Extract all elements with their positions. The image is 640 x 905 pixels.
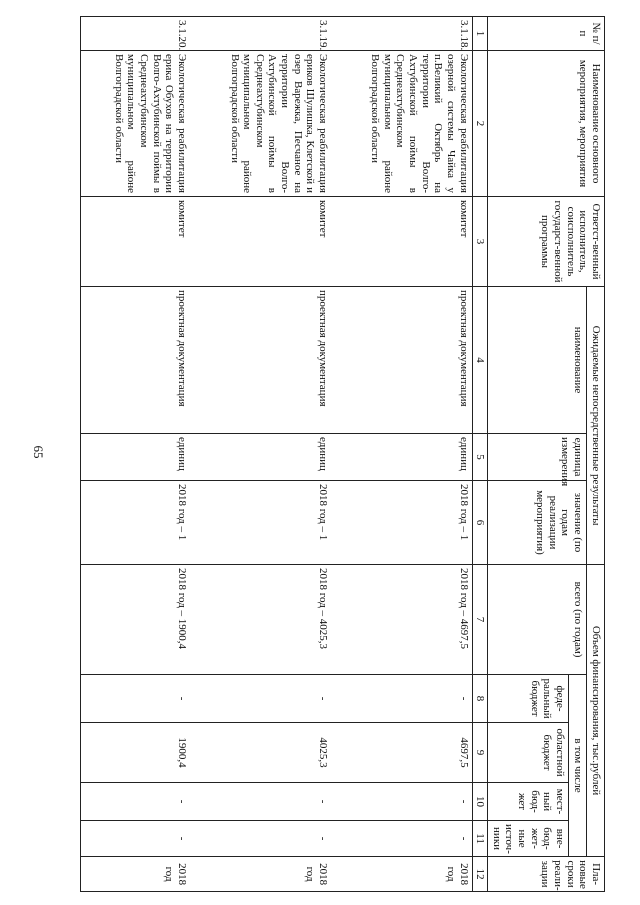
column-number: 12 xyxy=(472,857,488,892)
column-number: 1 xyxy=(472,17,488,51)
row-financing-total: 2018 год – 4025,3 xyxy=(190,565,331,675)
row-result-name: проектная документация xyxy=(331,287,472,434)
row-name: Экологическая реабилитация ерика Обухов на территории Волго-Ахтубинской поймы в Среднеахтубинском муниципальном районе Волгоградской области xyxy=(80,51,190,197)
column-number: 10 xyxy=(472,783,488,821)
row-executor: комитет xyxy=(190,197,331,287)
row-federal-budget: - xyxy=(80,675,190,723)
row-local-budget: - xyxy=(80,783,190,821)
table-row xyxy=(331,17,472,892)
row-federal-budget: - xyxy=(190,675,331,723)
row-result-value: 2018 год – 1 xyxy=(331,481,472,565)
column-number: 2 xyxy=(472,51,488,197)
header-expected-results: Ожидаемые непосредственные результаты xyxy=(587,287,605,565)
table-row xyxy=(190,17,331,892)
column-number: 11 xyxy=(472,821,488,857)
row-result-value: 2018 год – 1 xyxy=(190,481,331,565)
page-number: 65 xyxy=(31,445,46,459)
header-regional-budget: областной бюджет xyxy=(488,723,569,783)
row-financing-total: 2018 год – 4697,5 xyxy=(331,565,472,675)
row-extrabudgetary: - xyxy=(80,821,190,857)
row-extrabudgetary: - xyxy=(190,821,331,857)
header-financing: Объем финансирования, тыс.рублей xyxy=(587,565,605,857)
header-terms: Пла-новые сроки реали-зации xyxy=(488,857,605,892)
row-terms: 2018 год xyxy=(190,857,331,892)
row-result-unit: единиц xyxy=(331,434,472,481)
header-financing-including: в том числе xyxy=(569,675,587,857)
row-num: 3.1.18. xyxy=(331,17,472,51)
row-executor: комитет xyxy=(331,197,472,287)
row-local-budget: - xyxy=(190,783,331,821)
row-num: 3.1.20. xyxy=(80,17,190,51)
row-terms: 2018 год xyxy=(80,857,190,892)
row-result-name: проектная документация xyxy=(190,287,331,434)
column-number: 3 xyxy=(472,197,488,287)
header-num: № п/п xyxy=(488,17,605,51)
header-result-value: значение (по годам реализации мероприятия) xyxy=(488,481,587,565)
column-number: 9 xyxy=(472,723,488,783)
column-number: 4 xyxy=(472,287,488,434)
header-financing-total: всего (по годам) xyxy=(488,565,587,675)
row-name: Экологическая реабилитация озерной системы Чайка у п.Великий Октябрь на территории Волго-Ахтубинской поймы в Среднеахтубинском муниципальном районе Волгоградской области xyxy=(331,51,472,197)
row-regional-budget: 1900,4 xyxy=(80,723,190,783)
row-terms: 2018 год xyxy=(331,857,472,892)
header-result-name: наименование xyxy=(488,287,587,434)
row-local-budget: - xyxy=(331,783,472,821)
table-row xyxy=(80,17,190,892)
measures-table xyxy=(80,16,605,892)
row-executor: комитет xyxy=(80,197,190,287)
column-number: 7 xyxy=(472,565,488,675)
row-result-unit: единиц xyxy=(190,434,331,481)
header-federal-budget: феде-ральный бюджет xyxy=(488,675,569,723)
row-num: 3.1.19. xyxy=(190,17,331,51)
header-result-unit: единица измерения xyxy=(488,434,587,481)
header-local-budget: мест-ный бюд-жет xyxy=(488,783,569,821)
row-regional-budget: 4025,3 xyxy=(190,723,331,783)
row-regional-budget: 4697,5 xyxy=(331,723,472,783)
row-federal-budget: - xyxy=(331,675,472,723)
row-result-unit: единиц xyxy=(80,434,190,481)
rotated-table-container xyxy=(35,16,605,891)
column-number: 6 xyxy=(472,481,488,565)
column-number: 5 xyxy=(472,434,488,481)
row-result-value: 2018 год – 1 xyxy=(80,481,190,565)
header-name: Наименование основного мероприятия, мероприятия xyxy=(488,51,605,197)
column-number: 8 xyxy=(472,675,488,723)
header-executor: Ответст-венный исполнитель, соисполнитель государст-венной программы xyxy=(488,197,605,287)
row-financing-total: 2018 год – 1900,4 xyxy=(80,565,190,675)
row-name: Экологическая реабилитация ериков Шулишка, Клетской и озер Варежка, Песчаное на территории Волго-Ахтубинской поймы в Среднеахтубинском муниципальном районе Волгоградской области xyxy=(190,51,331,197)
row-extrabudgetary: - xyxy=(331,821,472,857)
header-extrabudgetary: вне-бюд-жет-ные источ-ники xyxy=(488,821,569,857)
row-result-name: проектная документация xyxy=(80,287,190,434)
